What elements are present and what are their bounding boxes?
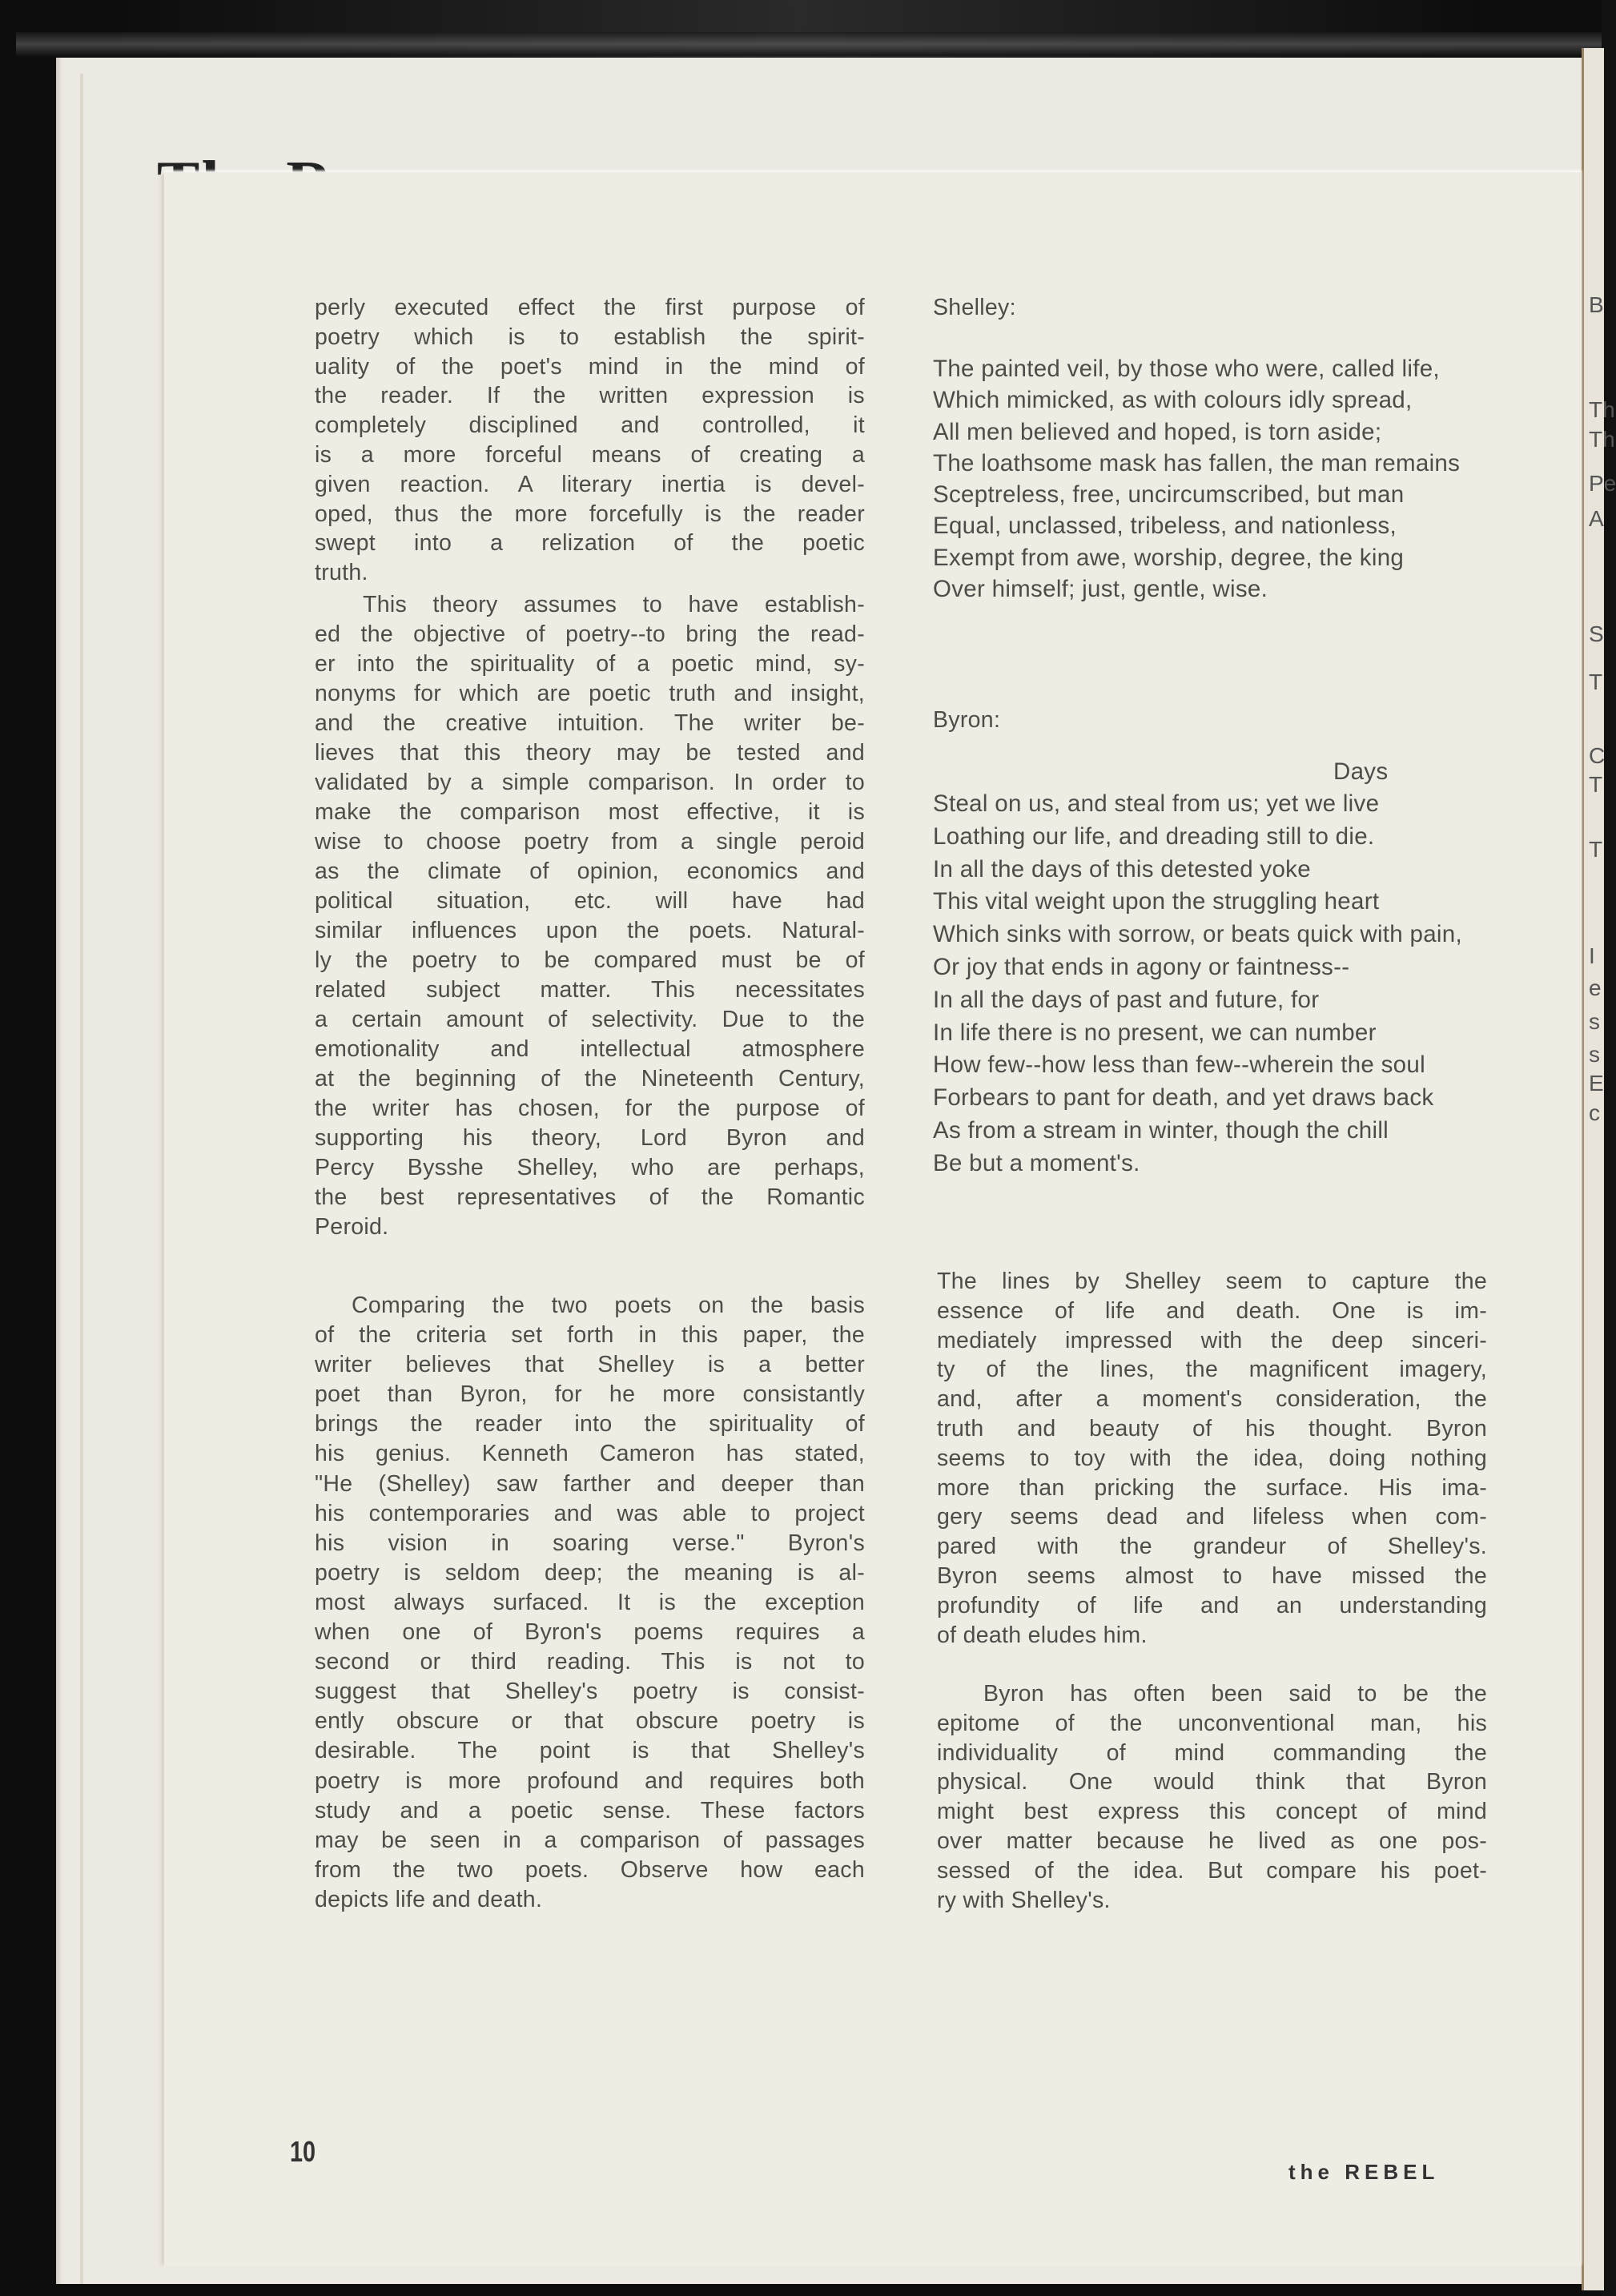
label: Shelley: [933, 295, 1016, 320]
text-line: similar influences upon the poets. Natural- [315, 918, 865, 943]
text-line: essence of life and death. One is im- [937, 1297, 1487, 1324]
text-line: wise to choose poetry from a single peroid [315, 829, 865, 854]
text-line: over matter because he lived as one pos- [937, 1828, 1487, 1854]
text-line: poetry is seldom deep; the meaning is al- [315, 1559, 865, 1586]
adjacent-page-text-fragment: A [1589, 506, 1604, 531]
text-line: truth and beauty of his thought. Byron [937, 1415, 1487, 1442]
adjacent-page-text-fragment: B [1589, 292, 1604, 317]
text-line: his vision in soaring verse." Byron's [315, 1530, 865, 1556]
text-line: "He (Shelley) saw farther and deeper than [315, 1470, 865, 1497]
paragraph-2 [315, 590, 865, 1242]
text-line: pared with the grandeur of Shelley's. [937, 1534, 1487, 1560]
poem-line: All men believed and hoped, is torn aside; [933, 418, 1382, 445]
text-line: the best representatives of the Romantic [315, 1184, 865, 1210]
adjacent-page-text-fragment: I [1589, 943, 1595, 968]
text-line: ed the objective of poetry--to bring the read- [315, 621, 865, 647]
adjacent-page-text-fragment: S [1589, 621, 1604, 646]
paragraph-1 [315, 293, 865, 588]
poem-line: In life there is no present, we can number [933, 1019, 1377, 1046]
poem-line: This vital weight upon the struggling heart [933, 888, 1380, 915]
text-line: Byron seems almost to have missed the [937, 1562, 1487, 1589]
poem-line: Which sinks with sorrow, or beats quick with pain, [933, 921, 1462, 948]
poem-line: As from a stream in winter, though the chill [933, 1116, 1389, 1144]
text-line: desirable. The point is that Shelley's [315, 1738, 865, 1764]
poem-line: Sceptreless, free, uncircumscribed, but man [933, 481, 1405, 509]
adjacent-page-text-fragment: C [1589, 743, 1606, 768]
text-line: poet than Byron, for he more consistantly [315, 1381, 865, 1408]
text-line: seems to toy with the idea, doing nothing [937, 1445, 1487, 1471]
paragraph-5 [937, 1679, 1487, 1915]
text-line: poetry which is to establish the spirit- [315, 324, 865, 350]
byron-label [933, 706, 1485, 735]
text-line: swept into a relization of the poetic [315, 530, 865, 557]
magazine-name: the REBEL [1288, 2160, 1440, 2184]
text-line: writer believes that Shelley is a better [315, 1352, 865, 1378]
poem-line: Or joy that ends in agony or faintness-- [933, 953, 1350, 980]
text-line: gery seems dead and lifeless when com- [937, 1504, 1487, 1530]
page-edge [80, 74, 83, 2284]
text-line: poetry is more profound and requires both [315, 1767, 865, 1794]
poem-line: Over himself; just, gentle, wise. [933, 576, 1268, 603]
text-line: Peroid. [315, 1214, 389, 1240]
text-line: more than pricking the surface. His ima- [937, 1474, 1487, 1501]
binder-edge [16, 32, 1602, 56]
text-line: lieves that this theory may be tested and [315, 740, 865, 766]
adjacent-page-text-fragment: T [1589, 837, 1603, 862]
poem-line: In all the days of past and future, for [933, 986, 1320, 1013]
adjacent-page-text-fragment: T [1589, 669, 1603, 694]
text-line: ry with Shelley's. [937, 1887, 1111, 1913]
poem-line: Be but a moment's. [933, 1149, 1140, 1176]
text-line: might best express this concept of mind [937, 1799, 1487, 1825]
text-line: depicts life and death. [315, 1886, 543, 1912]
front-page [164, 172, 1582, 2266]
poem-line: Loathing our life, and dreading still to die. [933, 822, 1375, 850]
text-line: a certain amount of selectivity. Due to the [315, 1007, 865, 1032]
text-line: the reader. If the written expression is [315, 383, 865, 409]
shelley-poem [933, 353, 1485, 605]
text-line: Comparing the two poets on the basis [352, 1293, 865, 1318]
text-line: completely disciplined and controlled, it [315, 412, 865, 439]
text-line: the writer has chosen, for the purpose of [315, 1096, 865, 1121]
poem-line: Steal on us, and steal from us; yet we live [933, 790, 1380, 817]
text-line: of death eludes him. [937, 1622, 1148, 1648]
text-line: uality of the poet's mind in the mind of [315, 353, 865, 380]
text-line: emotionality and intellectual atmosphere [315, 1036, 865, 1062]
text-line: individuality of mind commanding the [937, 1739, 1487, 1766]
text-line: related subject matter. This necessitates [315, 977, 865, 1003]
text-line: truth. [315, 560, 368, 586]
adjacent-page-text-fragment: s [1589, 1009, 1600, 1034]
text-line: from the two poets. Observe how each [315, 1856, 865, 1883]
adjacent-page-text-fragment: Pe [1589, 471, 1616, 496]
poem-line: The loathsome mask has fallen, the man remains [933, 449, 1461, 476]
text-line: at the beginning of the Nineteenth Century, [315, 1066, 865, 1092]
text-line: as the climate of opinion, economics and [315, 858, 865, 884]
text-line: of the criteria set forth in this paper, the [315, 1322, 865, 1349]
text-line: his contemporaries and was able to project [315, 1500, 865, 1526]
text-line: validated by a simple comparison. In order to [315, 770, 865, 795]
text-line: is a more forceful means of creating a [315, 441, 865, 468]
text-line: brings the reader into the spirituality of [315, 1411, 865, 1438]
byron-poem [933, 788, 1485, 1180]
text-line: most always surfaced. It is the exception [315, 1589, 865, 1615]
text-line: perly executed effect the first purpose of [315, 295, 865, 320]
text-line: and, after a moment's consideration, the [937, 1386, 1487, 1413]
poem-line: Which mimicked, as with colours idly spread, [933, 387, 1413, 414]
adjacent-page-text-fragment: Th [1589, 397, 1615, 422]
text-line: sessed of the idea. But compare his poet- [937, 1857, 1487, 1884]
adjacent-page-text-fragment: c [1589, 1100, 1600, 1125]
text-line: when one of Byron's poems requires a [315, 1619, 865, 1646]
text-line: supporting his theory, Lord Byron and [315, 1125, 865, 1151]
adjacent-page-text-fragment: E [1589, 1071, 1604, 1096]
text-line: second or third reading. This is not to [315, 1649, 865, 1675]
poem-line: Days [1333, 758, 1389, 785]
adjacent-page-text-fragment: T [1589, 772, 1603, 797]
text-line: oped, thus the more forcefully is the reader [315, 501, 865, 527]
text-line: ly the poetry to be compared must be of [315, 947, 865, 973]
poem-line: In all the days of this detested yoke [933, 855, 1311, 883]
text-line: suggest that Shelley's poetry is consist- [315, 1679, 865, 1705]
paragraph-3 [315, 1291, 865, 1915]
text-line: Byron has often been said to be the [983, 1681, 1487, 1707]
text-line: physical. One would think that Byron [937, 1769, 1487, 1795]
text-line: his genius. Kenneth Cameron has stated, [315, 1441, 865, 1467]
text-line: profundity of life and an understanding [937, 1592, 1487, 1618]
poem-line: How few--how less than few--wherein the soul [933, 1051, 1425, 1079]
adjacent-page-text-fragment: s [1589, 1042, 1600, 1067]
text-line: study and a poetic sense. These factors [315, 1797, 865, 1824]
label: Byron: [933, 707, 1001, 733]
text-line: make the comparison most effective, it is [315, 799, 865, 825]
text-line: nonyms for which are poetic truth and insight, [315, 681, 865, 706]
text-line: may be seen in a comparison of passages [315, 1827, 865, 1853]
byron-poem-first-word [933, 757, 1493, 786]
adjacent-page-text-fragment: Th [1589, 427, 1615, 452]
text-line: mediately impressed with the deep sinceri- [937, 1327, 1487, 1353]
text-line: This theory assumes to have establish- [363, 592, 865, 617]
text-line: ty of the lines, the magnificent imagery, [937, 1357, 1487, 1383]
poem-line: Forbears to pant for death, and yet draws back [933, 1084, 1434, 1112]
adjacent-page-strip [1582, 48, 1616, 2290]
text-line: ently obscure or that obscure poetry is [315, 1708, 865, 1735]
page-number: 10 [290, 2135, 316, 2168]
text-line: Percy Bysshe Shelley, who are perhaps, [315, 1155, 865, 1180]
text-line: and the creative intuition. The writer be- [315, 710, 865, 736]
text-line: er into the spirituality of a poetic mind, sy- [315, 651, 865, 677]
poem-line: Exempt from awe, worship, degree, the king [933, 544, 1405, 571]
poem-line: Equal, unclassed, tribeless, and nationless, [933, 513, 1397, 540]
text-line: The lines by Shelley seem to capture the [937, 1269, 1487, 1294]
shelley-label [933, 293, 1485, 323]
paragraph-4 [937, 1267, 1487, 1650]
text-line: given reaction. A literary inertia is devel- [315, 471, 865, 497]
adjacent-page-text-fragment: e [1589, 975, 1602, 1000]
text-line: epitome of the unconventional man, his [937, 1710, 1487, 1736]
text-line: political situation, etc. will have had [315, 888, 865, 914]
poem-line: The painted veil, by those who were, called life, [933, 356, 1440, 382]
